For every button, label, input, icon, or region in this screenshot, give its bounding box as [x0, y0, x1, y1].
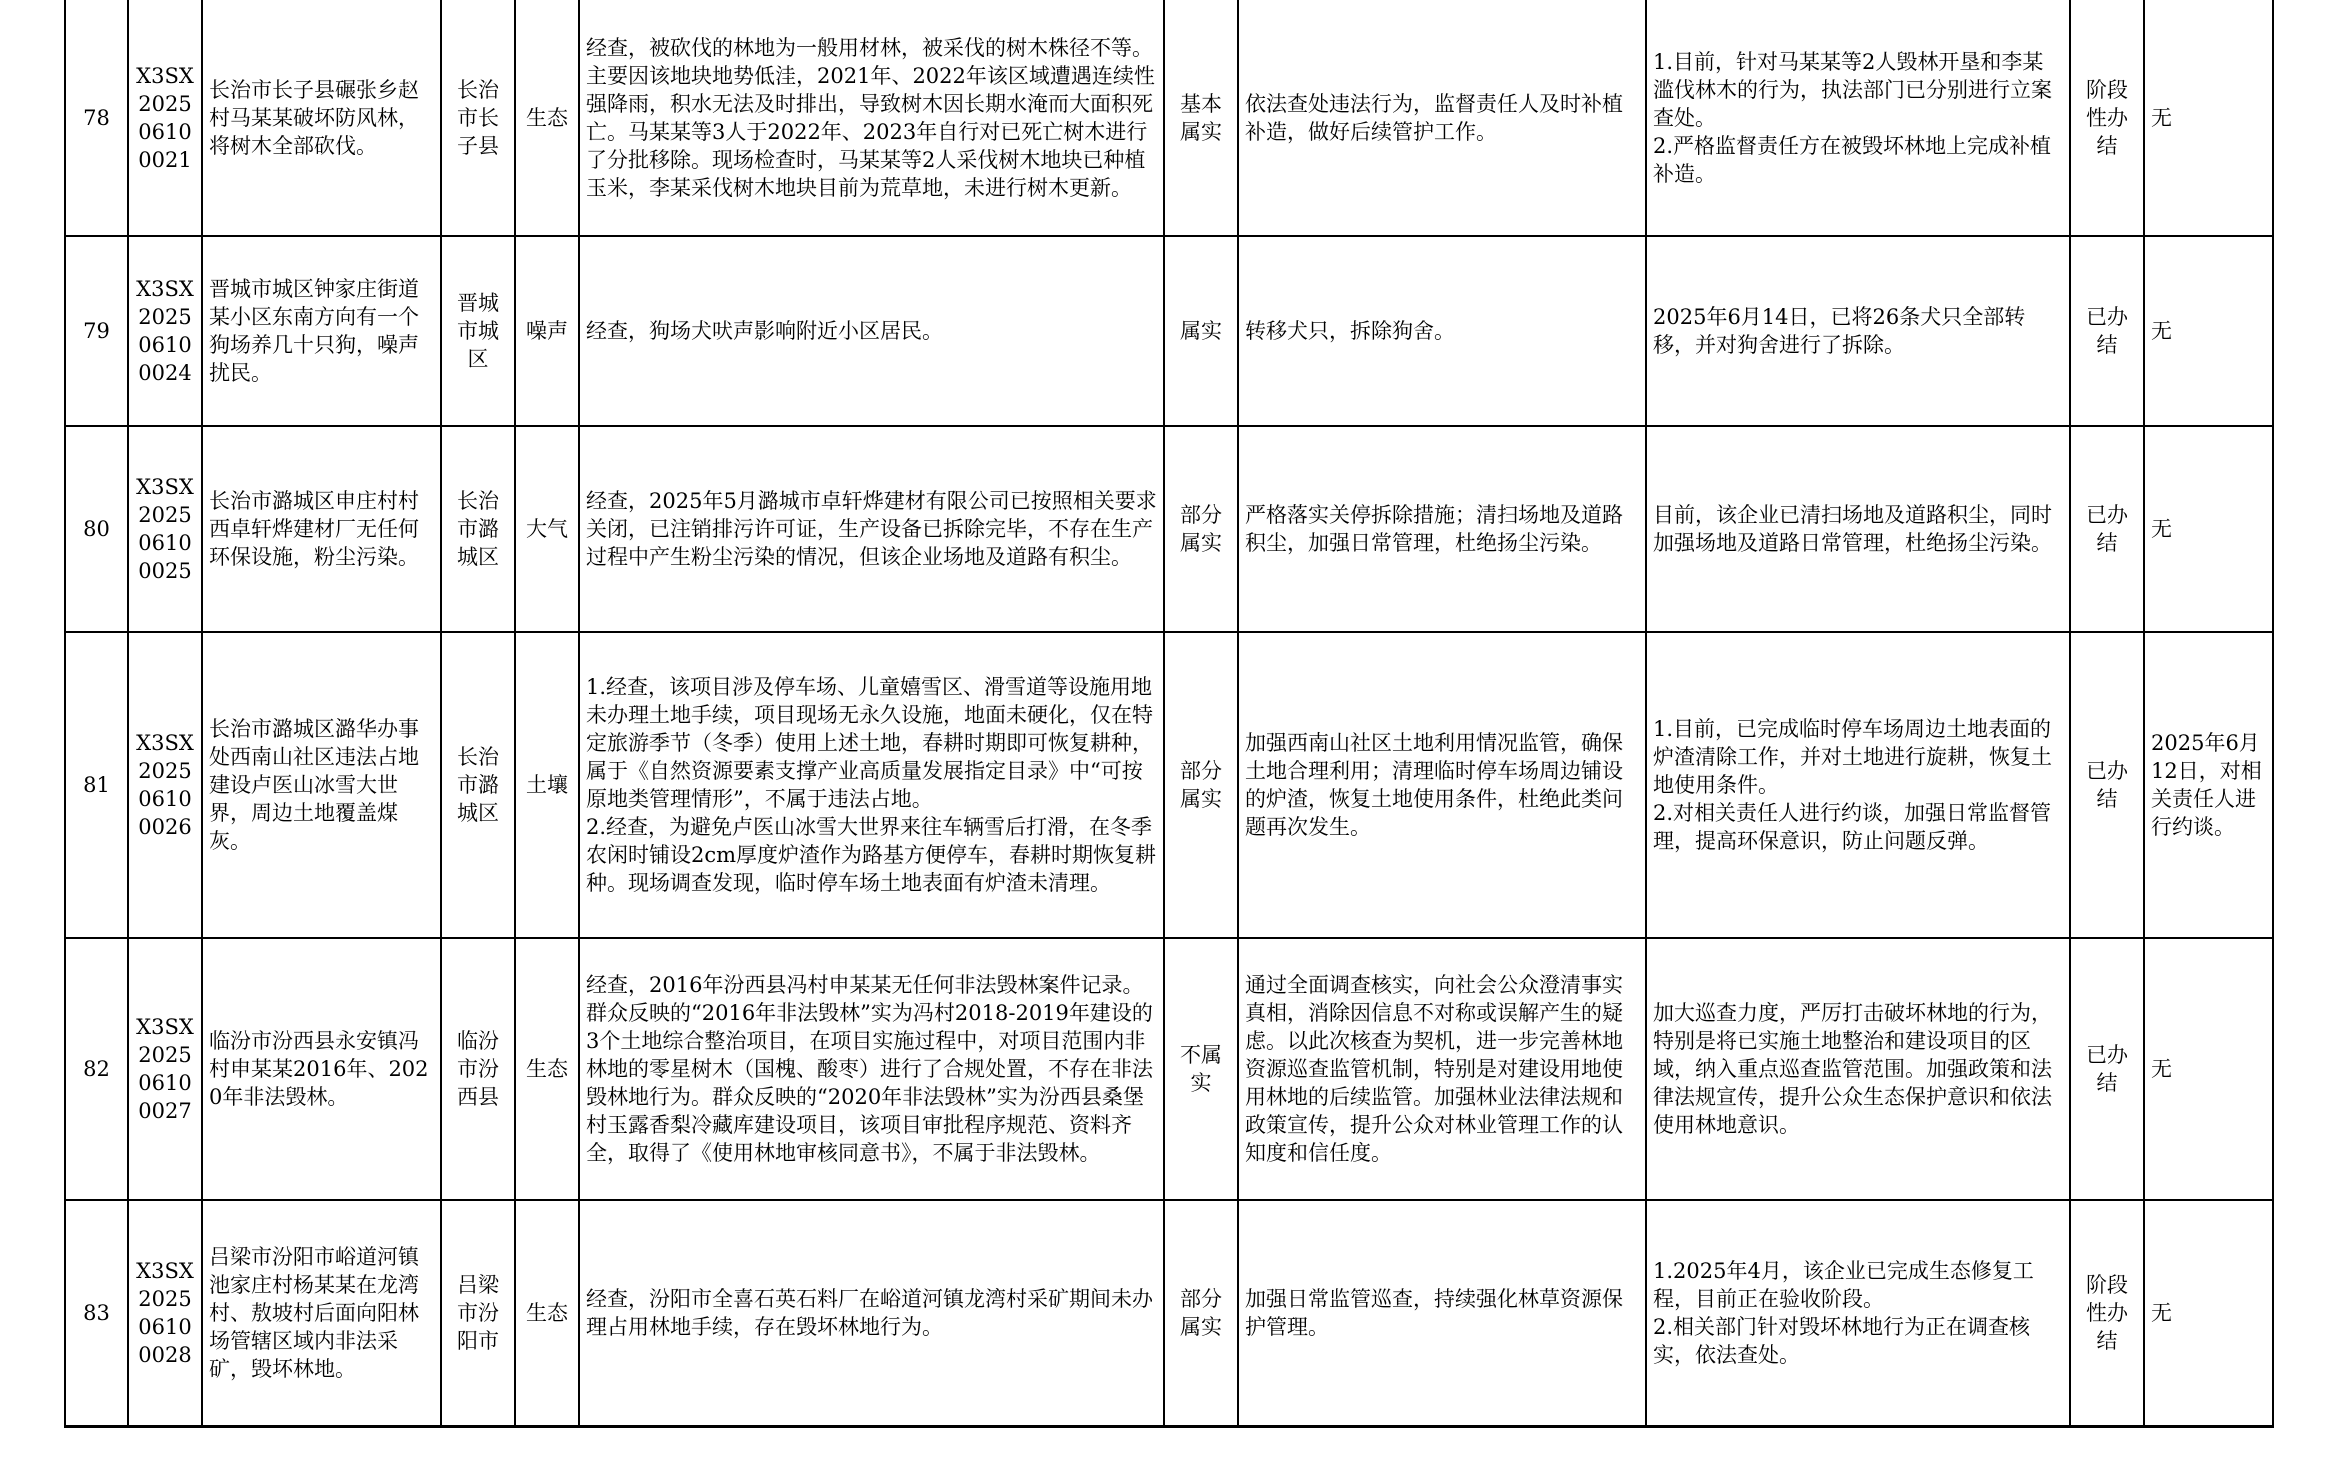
- issue-description: 吕梁市汾阳市峪道河镇池家庄村杨某某在龙湾村、敖坡村后面向阳林场管辖区域内非法采矿，毁坏林地。: [202, 1200, 441, 1426]
- supervision-report-table: [64, 0, 2274, 1428]
- investigation-findings: 经查，汾阳市全喜石英石料厂在峪道河镇龙湾村采矿期间未办理占用林地手续，存在毁坏林地行为。: [579, 1200, 1164, 1426]
- rectification-progress: 1.目前，已完成临时停车场周边土地表面的炉渣清除工作，并对土地进行旋耕，恢复土地使用条件。 2.对相关责任人进行约谈，加强日常监督管理，提高环保意识，防止问题反弹。: [1646, 632, 2070, 938]
- pollution-category: 土壤: [515, 632, 579, 938]
- region: 长治市潞城区: [441, 632, 515, 938]
- region: 长治市潞城区: [441, 426, 515, 632]
- case-id: X3SX20250610 0025: [128, 426, 202, 632]
- case-status: 已办结: [2070, 938, 2144, 1200]
- issue-description: 临汾市汾西县永安镇冯村申某某2016年、2020年非法毁林。: [202, 938, 441, 1200]
- pollution-category: 生态: [515, 1200, 579, 1426]
- investigation-findings: 经查，2025年5月潞城市卓轩烨建材有限公司已按照相关要求关闭，已注销排污许可证，生产设备已拆除完毕，不存在生产过程中产生粉尘污染的情况，但该企业场地及道路有积尘。: [579, 426, 1164, 632]
- pollution-category: 生态: [515, 938, 579, 1200]
- accountability: 无: [2144, 426, 2273, 632]
- verification-result: 不属实: [1164, 938, 1238, 1200]
- rectification-progress: 1.2025年4月，该企业已完成生态修复工程，目前正在验收阶段。 2.相关部门针对毁坏林地行为正在调查核实，依法查处。: [1646, 1200, 2070, 1426]
- verification-result: 属实: [1164, 236, 1238, 426]
- table-row: [65, 938, 2273, 1200]
- rectification-measures: 加强日常监管巡查，持续强化林草资源保护管理。: [1238, 1200, 1646, 1426]
- investigation-findings: 经查，狗场犬吠声影响附近小区居民。: [579, 236, 1164, 426]
- verification-result: 部分属实: [1164, 632, 1238, 938]
- case-id: X3SX20250610 0028: [128, 1200, 202, 1426]
- verification-result: 部分属实: [1164, 426, 1238, 632]
- row-number: 78: [65, 0, 128, 236]
- rectification-progress: 1.目前，针对马某某等2人毁林开垦和李某滥伐林木的行为，执法部门已分别进行立案查处。 2.严格监督责任方在被毁坏林地上完成补植补造。: [1646, 0, 2070, 236]
- pollution-category: 生态: [515, 0, 579, 236]
- pollution-category: 噪声: [515, 236, 579, 426]
- row-number: 83: [65, 1200, 128, 1426]
- row-number: 82: [65, 938, 128, 1200]
- case-status: 已办结: [2070, 632, 2144, 938]
- issue-description: 长治市潞城区申庄村村西卓轩烨建材厂无任何环保设施，粉尘污染。: [202, 426, 441, 632]
- verification-result: 部分属实: [1164, 1200, 1238, 1426]
- row-number: 79: [65, 236, 128, 426]
- case-id: X3SX20250610 0027: [128, 938, 202, 1200]
- region: 晋城市城区: [441, 236, 515, 426]
- report-page: [64, 0, 2274, 1428]
- table-row: [65, 236, 2273, 426]
- verification-result: 基本属实: [1164, 0, 1238, 236]
- table-row: [65, 632, 2273, 938]
- region: 吕梁市汾阳市: [441, 1200, 515, 1426]
- rectification-measures: 加强西南山社区土地利用情况监管，确保土地合理利用；清理临时停车场周边铺设的炉渣，恢复土地使用条件，杜绝此类问题再次发生。: [1238, 632, 1646, 938]
- table-row: [65, 1200, 2273, 1426]
- case-status: 已办结: [2070, 426, 2144, 632]
- region: 临汾市汾西县: [441, 938, 515, 1200]
- case-status: 已办结: [2070, 236, 2144, 426]
- rectification-measures: 严格落实关停拆除措施；清扫场地及道路积尘，加强日常管理，杜绝扬尘污染。: [1238, 426, 1646, 632]
- rectification-measures: 通过全面调查核实，向社会公众澄清事实真相，消除因信息不对称或误解产生的疑虑。以此次核查为契机，进一步完善林地资源巡查监管机制，特别是对建设用地使用林地的后续监管。加强林业法律法规和政策宣传，提升公众对林业管理工作的认知度和信任度。: [1238, 938, 1646, 1200]
- rectification-measures: 依法查处违法行为，监督责任人及时补植补造，做好后续管护工作。: [1238, 0, 1646, 236]
- case-id: X3SX20250610 0021: [128, 0, 202, 236]
- table-row: [65, 426, 2273, 632]
- investigation-findings: 经查，2016年汾西县冯村申某某无任何非法毁林案件记录。群众反映的“2016年非法毁林”实为冯村2018-2019年建设的3个土地综合整治项目，在项目实施过程中，对项目范围内非林地的零星树木（国槐、酸枣）进行了合规处置，不存在非法毁林地行为。群众反映的“2020年非法毁林”实为汾西县桑堡村玉露香梨冷藏库建设项目，该项目审批程序规范、资料齐全，取得了《使用林地审核同意书》，不属于非法毁林。: [579, 938, 1164, 1200]
- rectification-progress: 目前，该企业已清扫场地及道路积尘，同时加强场地及道路日常管理，杜绝扬尘污染。: [1646, 426, 2070, 632]
- rectification-progress: 加大巡查力度，严厉打击破坏林地的行为，特别是将已实施土地整治和建设项目的区域，纳入重点巡查监管范围。加强政策和法律法规宣传，提升公众生态保护意识和依法使用林地意识。: [1646, 938, 2070, 1200]
- investigation-findings: 经查，被砍伐的林地为一般用材林，被采伐的树木株径不等。主要因该地块地势低洼，2021年、2022年该区域遭遇连续性强降雨，积水无法及时排出，导致树木因长期水淹而大面积死亡。马某某等3人于2022年、2023年自行对已死亡树木进行了分批移除。现场检查时，马某某等2人采伐树木地块已种植玉米，李某采伐树木地块目前为荒草地，未进行树木更新。: [579, 0, 1164, 236]
- case-status: 阶段性办结: [2070, 0, 2144, 236]
- rectification-measures: 转移犬只，拆除狗舍。: [1238, 236, 1646, 426]
- case-status: 阶段性办结: [2070, 1200, 2144, 1426]
- accountability: 无: [2144, 938, 2273, 1200]
- accountability: 无: [2144, 0, 2273, 236]
- case-id: X3SX20250610 0026: [128, 632, 202, 938]
- row-number: 81: [65, 632, 128, 938]
- accountability: 无: [2144, 1200, 2273, 1426]
- row-number: 80: [65, 426, 128, 632]
- case-id: X3SX20250610 0024: [128, 236, 202, 426]
- issue-description: 长治市长子县碾张乡赵村马某某破坏防风林，将树木全部砍伐。: [202, 0, 441, 236]
- rectification-progress: 2025年6月14日，已将26条犬只全部转移，并对狗舍进行了拆除。: [1646, 236, 2070, 426]
- issue-description: 晋城市城区钟家庄街道某小区东南方向有一个狗场养几十只狗，噪声扰民。: [202, 236, 441, 426]
- accountability: 2025年6月12日，对相关责任人进行约谈。: [2144, 632, 2273, 938]
- issue-description: 长治市潞城区潞华办事处西南山社区违法占地建设卢医山冰雪大世界，周边土地覆盖煤灰。: [202, 632, 441, 938]
- table-row: [65, 0, 2273, 236]
- pollution-category: 大气: [515, 426, 579, 632]
- region: 长治市长子县: [441, 0, 515, 236]
- investigation-findings: 1.经查，该项目涉及停车场、儿童嬉雪区、滑雪道等设施用地未办理土地手续，项目现场无永久设施，地面未硬化，仅在特定旅游季节（冬季）使用上述土地，春耕时期即可恢复耕种，属于《自然资源要素支撑产业高质量发展指定目录》中“可按原地类管理情形”，不属于违法占地。 2.经查，为避免卢医山冰雪大世界来往车辆雪后打滑，在冬季农闲时铺设2cm厚度炉渣作为路基方便停车，春耕时期恢复耕种。现场调查发现，临时停车场土地表面有炉渣未清理。: [579, 632, 1164, 938]
- accountability: 无: [2144, 236, 2273, 426]
